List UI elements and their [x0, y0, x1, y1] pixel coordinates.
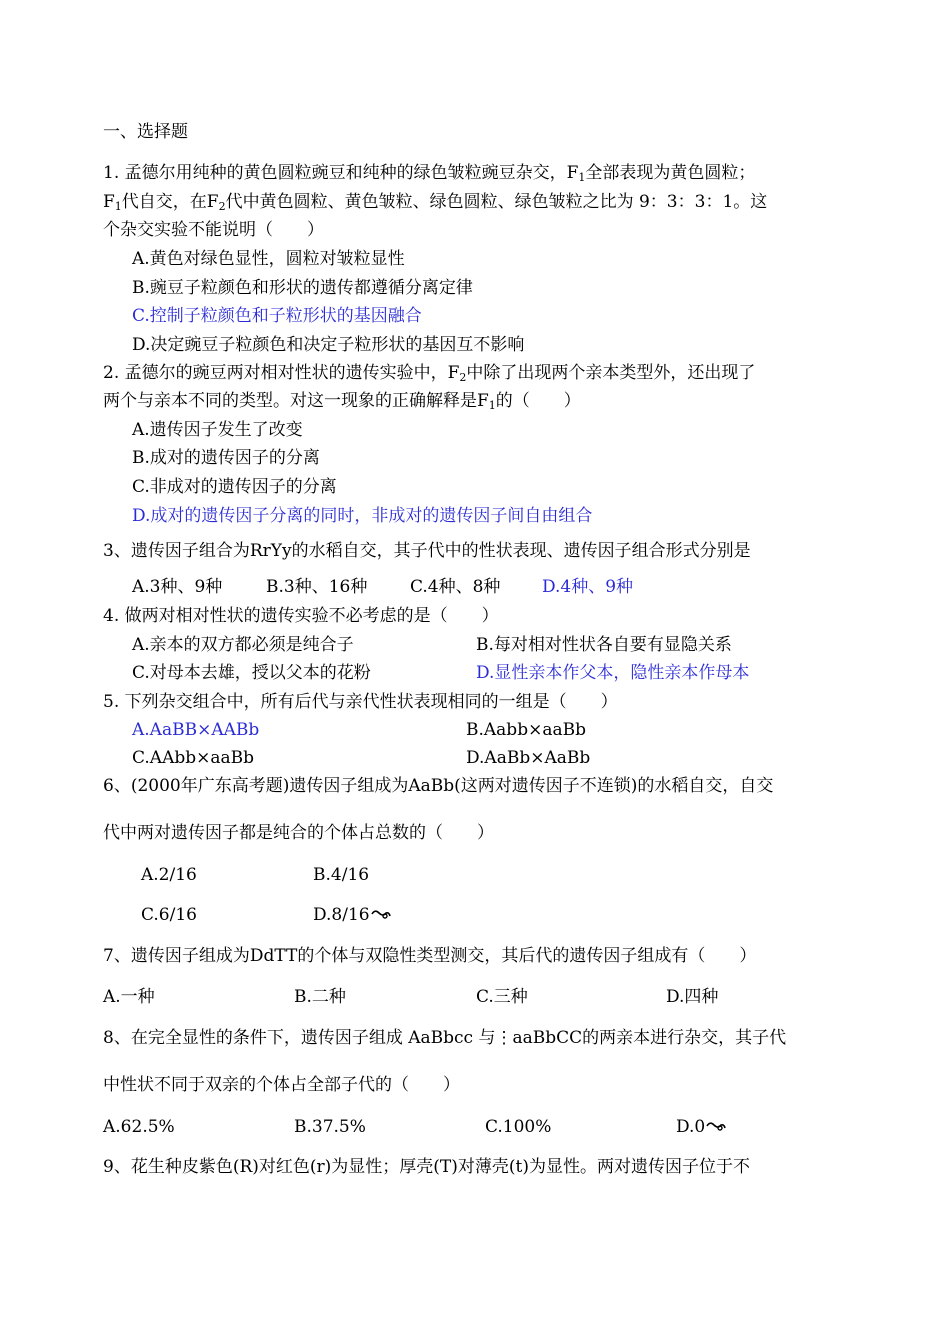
q9-stem-line1: 9、花生种皮紫色(R)对红色(r)为显性；厚壳(T)对薄壳(t)为显性。两对遗传因子位于不: [103, 1157, 750, 1177]
q6-option-a: A.2/16: [141, 865, 197, 885]
q5-option-b: B.Aabb×aaBb: [466, 720, 586, 740]
q2-option-b: B.成对的遗传因子的分离: [132, 448, 320, 468]
q8-option-c: C.100%: [485, 1117, 552, 1137]
q2-option-d-answer: D.成对的遗传因子分离的同时，非成对的遗传因子间自由组合: [132, 506, 593, 526]
q4-option-d-answer: D.显性亲本作父本，隐性亲本作母本: [476, 663, 750, 683]
q2-text: 中除了出现两个亲本类型外，还出现了: [466, 363, 756, 383]
q6-option-d: [313, 904, 391, 927]
q5-option-a-answer: A.AaBB×AABb: [132, 720, 260, 740]
q1-option-b: B.豌豆子粒颜色和形状的遗传都遵循分离定律: [132, 278, 473, 298]
q2-option-a: A.遗传因子发生了改变: [132, 420, 303, 440]
subscript: 1: [488, 399, 496, 412]
q1-option-a: A.黄色对绿色显性，圆粒对皱粒显性: [132, 249, 405, 269]
q4-option-a: A.亲本的双方都必须是纯合子: [132, 635, 354, 655]
q7-option-d: D.四种: [666, 987, 719, 1007]
q5-option-c: C.AAbb×aaBb: [132, 748, 255, 768]
q8-stem-line1: 8、在完全显性的条件下，遗传因子组成 AaBbcc 与⋮aaBbCC的两亲本进行杂交，其子代: [103, 1028, 787, 1048]
q6-stem-line2: 代中两对遗传因子都是纯合的个体占总数的（ ）: [103, 823, 494, 843]
q3-stem: 3、遗传因子组合为RrYy的水稻自交，其子代中的性状表现、遗传因子组合形式分别是: [103, 541, 751, 561]
q1-stem-line2: [103, 191, 767, 213]
q5-option-d: D.AaBb×AaBb: [466, 748, 591, 768]
q4-option-c: C.对母本去雄，授以父本的花粉: [132, 663, 371, 683]
q5-stem: 5. 下列杂交组合中，所有后代与亲代性状表现相同的一组是（ ）: [103, 692, 618, 712]
q8-option-d-text: D.0: [676, 1117, 706, 1137]
q2-text: 的（ ）: [495, 391, 581, 411]
q4-option-b: B.每对相对性状各自要有显隐关系: [476, 635, 732, 655]
small-scribble-icon: [371, 905, 391, 927]
subscript: 2: [459, 371, 467, 384]
q6-option-d-text: D.8/16: [313, 905, 370, 925]
q2-text: 两个与亲本不同的类型。对这一现象的正确解释是F: [103, 391, 489, 411]
q1-text: 全部表现为黄色圆粒；: [585, 163, 756, 183]
q3-option-a: A.3种、9种: [132, 577, 223, 597]
q1-text: 1. 孟德尔用纯种的黄色圆粒豌豆和纯种的绿色皱粒豌豆杂交，F: [103, 163, 579, 183]
q8-stem-line2: 中性状不同于双亲的个体占全部子代的（ ）: [103, 1075, 460, 1095]
q7-option-a: A.一种: [103, 987, 155, 1007]
q1-text: 代中黄色圆粒、黄色皱粒、绿色圆粒、绿色皱粒之比为 9：3：3：1。这: [225, 192, 768, 212]
subscript: 2: [218, 200, 226, 213]
q7-stem: 7、遗传因子组成为DdTT的个体与双隐性类型测交，其后代的遗传因子组成有（ ）: [103, 946, 757, 966]
q3-option-b: B.3种、16种: [266, 577, 368, 597]
subscript: 1: [578, 171, 586, 184]
q2-text: 2. 孟德尔的豌豆两对相对性状的遗传实验中，F: [103, 363, 460, 383]
q3-option-c: C.4种、8种: [410, 577, 501, 597]
q6-stem-line1: 6、(2000年广东高考题)遗传因子组成为AaBb(这两对遗传因子不连锁)的水稻自交，自交: [103, 776, 774, 796]
section-title: 一、选择题: [103, 122, 188, 142]
q8-option-b: B.37.5%: [294, 1117, 366, 1137]
small-scribble-icon: [706, 1117, 726, 1139]
q8-option-a: A.62.5%: [103, 1117, 175, 1137]
q6-option-b: B.4/16: [313, 865, 370, 885]
q3-option-d-answer: D.4种、9种: [542, 577, 634, 597]
q1-text: 代自交，在F: [121, 192, 219, 212]
q7-option-b: B.二种: [294, 987, 346, 1007]
q1-option-c-answer: C.控制子粒颜色和子粒形状的基因融合: [132, 306, 422, 326]
q8-option-d: [676, 1116, 726, 1139]
q6-option-c: C.6/16: [141, 905, 197, 925]
q1-text: F: [103, 192, 115, 212]
q1-stem-line3: 个杂交实验不能说明（ ）: [103, 220, 324, 240]
q2-stem-line1: [103, 362, 755, 384]
q1-option-d: D.决定豌豆子粒颜色和决定子粒形状的基因互不影响: [132, 335, 525, 355]
subscript: 1: [114, 200, 122, 213]
q1-stem-line1: [103, 162, 755, 184]
q2-option-c: C.非成对的遗传因子的分离: [132, 477, 337, 497]
q2-stem-line2: [103, 390, 581, 412]
q4-stem: 4. 做两对相对性状的遗传实验不必考虑的是（ ）: [103, 606, 499, 626]
q7-option-c: C.三种: [476, 987, 528, 1007]
